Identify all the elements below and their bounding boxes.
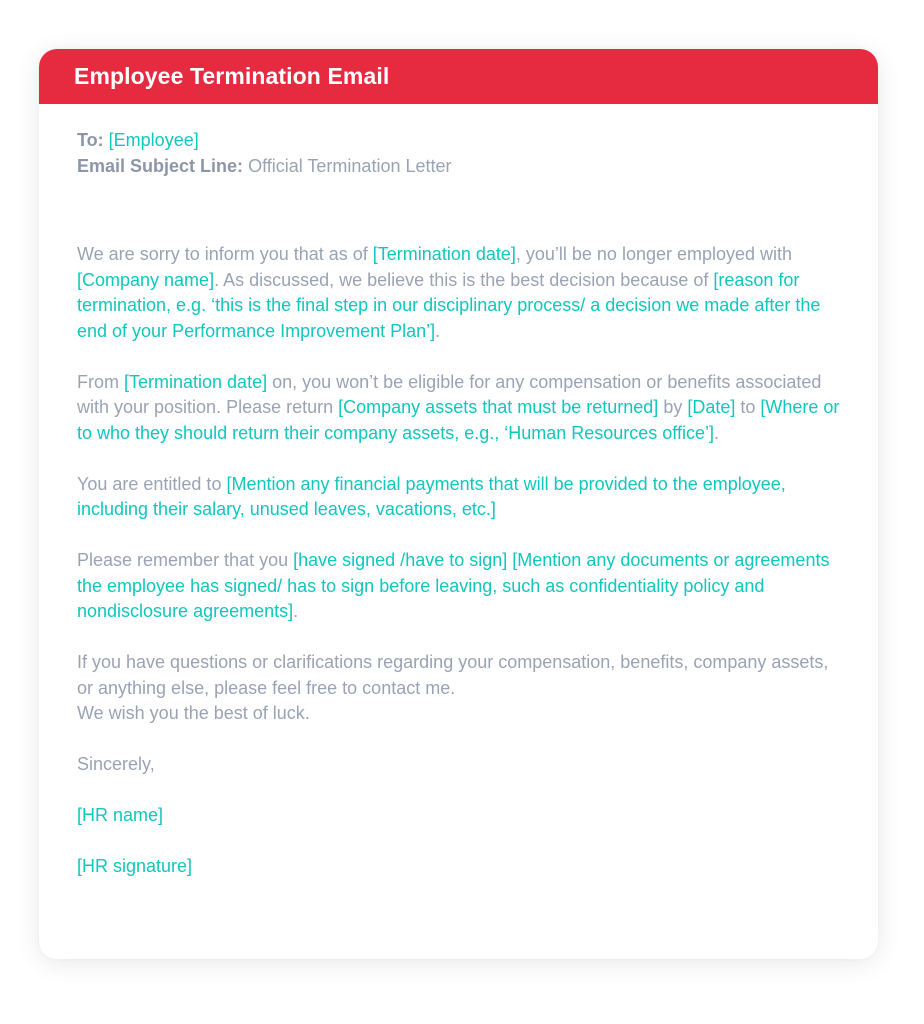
placeholder-termination-reason: [reason for termination, e.g. ‘this is the final step in our disciplinary process/ a decision we made after the end of your Performance Improvement Plan’] — [77, 269, 821, 341]
placeholder-return-location: [Where or to who they should return their company assets, e.g., ‘Human Resources office’] — [77, 397, 840, 443]
text: We wish you the best of luck. — [77, 703, 310, 723]
text: Please remember that you — [77, 550, 294, 570]
placeholder-termination-date: [Termination date] — [372, 244, 516, 264]
placeholder-company-name: [Company name] — [77, 269, 215, 290]
email-template-card — [39, 49, 878, 959]
text: . — [293, 601, 299, 621]
paragraph-termination-notice — [77, 242, 840, 344]
card-header — [39, 49, 878, 104]
hr-signature-placeholder: [HR signature] — [77, 856, 193, 876]
placeholder-signed-status: [have signed /have to sign] — [293, 550, 508, 570]
hr-name-placeholder: [HR name] — [77, 805, 164, 825]
subject-value: Official Termination Letter — [248, 155, 452, 176]
text: From — [77, 371, 124, 392]
text: . — [714, 422, 720, 443]
subject-line — [77, 154, 840, 180]
text: to — [735, 397, 761, 417]
text: by — [658, 397, 688, 417]
closing: Sincerely, — [77, 754, 155, 774]
subject-label: Email Subject Line: — [77, 155, 244, 176]
paragraph-compensation-assets — [77, 370, 840, 447]
paragraph-documents — [77, 548, 840, 625]
to-label: To: — [77, 130, 104, 150]
card-title: Employee Termination Email — [74, 63, 390, 89]
paragraph-contact — [77, 650, 840, 727]
text: We are sorry to inform you that as of — [77, 244, 373, 264]
placeholder-termination-date: [Termination date] — [124, 371, 268, 392]
to-line — [77, 128, 840, 154]
placeholder-company-assets: [Company assets that must be returned] — [338, 397, 659, 417]
text: You are entitled to — [77, 473, 227, 494]
paragraph-entitlements — [77, 472, 840, 523]
placeholder-documents: [Mention any documents or agreements the employee has signed/ has to sign before leaving, such as confidentiality policy and nondisclosure agreements] — [77, 550, 830, 621]
text: , you’ll be no longer employed with — [515, 244, 793, 264]
text: . — [435, 320, 441, 341]
placeholder-financial-payments: [Mention any financial payments that will be provided to the employee, including their salary, unused leaves, vacations, etc.] — [77, 473, 786, 519]
to-value: [Employee] — [108, 130, 199, 150]
email-body — [39, 104, 878, 880]
text: If you have questions or clarifications regarding your compensation, benefits, company assets, or anything else, please feel free to contact me. — [77, 652, 829, 698]
placeholder-date: [Date] — [687, 397, 736, 417]
text: . As discussed, we believe this is the best decision because of — [214, 269, 714, 290]
text: on, you won’t be eligible for any compensation or benefits associated with your position. Please return — [77, 371, 822, 417]
spacer — [77, 179, 840, 242]
